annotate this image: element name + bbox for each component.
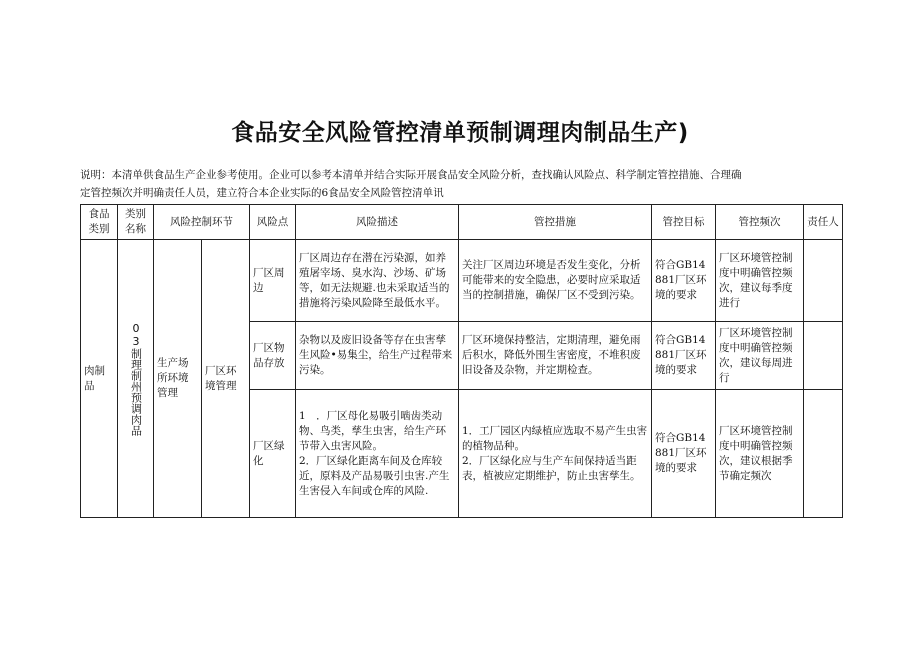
header-category-name: 类别名称 [118, 205, 154, 240]
cell-frequency: 厂区环境管控制度中明确管控频次，建议每季度进行 [716, 240, 804, 322]
header-frequency: 管控频次 [716, 205, 804, 240]
cell-sub-stage: 厂区环境管理 [202, 240, 250, 518]
cell-risk-point: 厂区绿化 [250, 390, 296, 518]
cell-category-name [118, 240, 154, 518]
description-line-2: 定管控频次并明确责任人员，建立符合本企业实际的6食品安全风险管控清单讯 [80, 187, 444, 199]
document-title: 食品安全风险管控清单预制调理肉制品生产) [231, 120, 689, 146]
cell-target: 符合GB14881厂区环境的要求 [652, 240, 716, 322]
cell-target: 符合GB14881厂区环境的要求 [652, 390, 716, 518]
header-target: 管控目标 [652, 205, 716, 240]
header-measures: 管控措施 [459, 205, 652, 240]
table-row [81, 240, 843, 322]
risk-control-table [80, 204, 843, 518]
category-name-vertical: 03制理制州预调肉品 [129, 321, 143, 436]
header-stage: 风险控制环节 [154, 205, 250, 240]
cell-frequency: 厂区环境管控制度中明确管控频次，建议每周进行 [716, 322, 804, 390]
header-responsible: 责任人 [804, 205, 843, 240]
cell-risk-desc: 1 ．厂区母化易吸引啮齿类动物、鸟类，孳生虫害，给生产环节带入虫害风险。 2．厂区绿化距离车间及仓库较近，原料及产品易吸引虫害.产生生害侵入车间或仓库的风险. [296, 390, 459, 518]
cell-risk-desc: 厂区周边存在潜在污染源，如养殖屠宰场、臭水沟、沙场、矿场等，如无法规避.也未采取适当的措施将污染风险降至最低水平。 [296, 240, 459, 322]
description-line-1: 说明：本清单供食品生产企业参考使用。企业可以参考本清单并结合实际开展食品安全风险分析，查找确认风险点、科学制定管控措施、合理确 [80, 169, 742, 181]
cell-responsible [804, 240, 843, 322]
cell-stage: 生产场所环境管理 [154, 240, 202, 518]
cell-measures: 关注厂区周边环境是否发生变化，分析可能带来的安全隐患，必要时应采取适当的控制措施，确保厂区不受到污染。 [459, 240, 652, 322]
cell-risk-desc: 杂物以及废旧设备等存在虫害孳生风险•易集尘，给生产过程带来污染。 [296, 322, 459, 390]
table-header-row [81, 205, 843, 240]
cell-target: 符合GB14881厂区环境的要求 [652, 322, 716, 390]
cell-risk-point: 厂区物品存放 [250, 322, 296, 390]
cell-food-category: 肉制品 [81, 240, 118, 518]
cell-measures: 1．工厂园区内绿植应选取不易产生虫害的植物品种。 2．厂区绿化应与生产车间保持适当距表，植被应定期维护，防止虫害孳生。 [459, 390, 652, 518]
header-risk-point: 风险点 [250, 205, 296, 240]
cell-responsible [804, 322, 843, 390]
cell-risk-point: 厂区周边 [250, 240, 296, 322]
cell-responsible [804, 390, 843, 518]
header-risk-desc: 风险描述 [296, 205, 459, 240]
cell-frequency: 厂区环境管控制度中明确管控频次，建议根据季节确定频次 [716, 390, 804, 518]
header-food-category: 食品类别 [81, 205, 118, 240]
cell-measures: 厂区环境保持整洁，定期清理，避免雨后积水，降低外围生害密度，不堆积废旧设备及杂物，并定期检查。 [459, 322, 652, 390]
description [80, 166, 842, 202]
